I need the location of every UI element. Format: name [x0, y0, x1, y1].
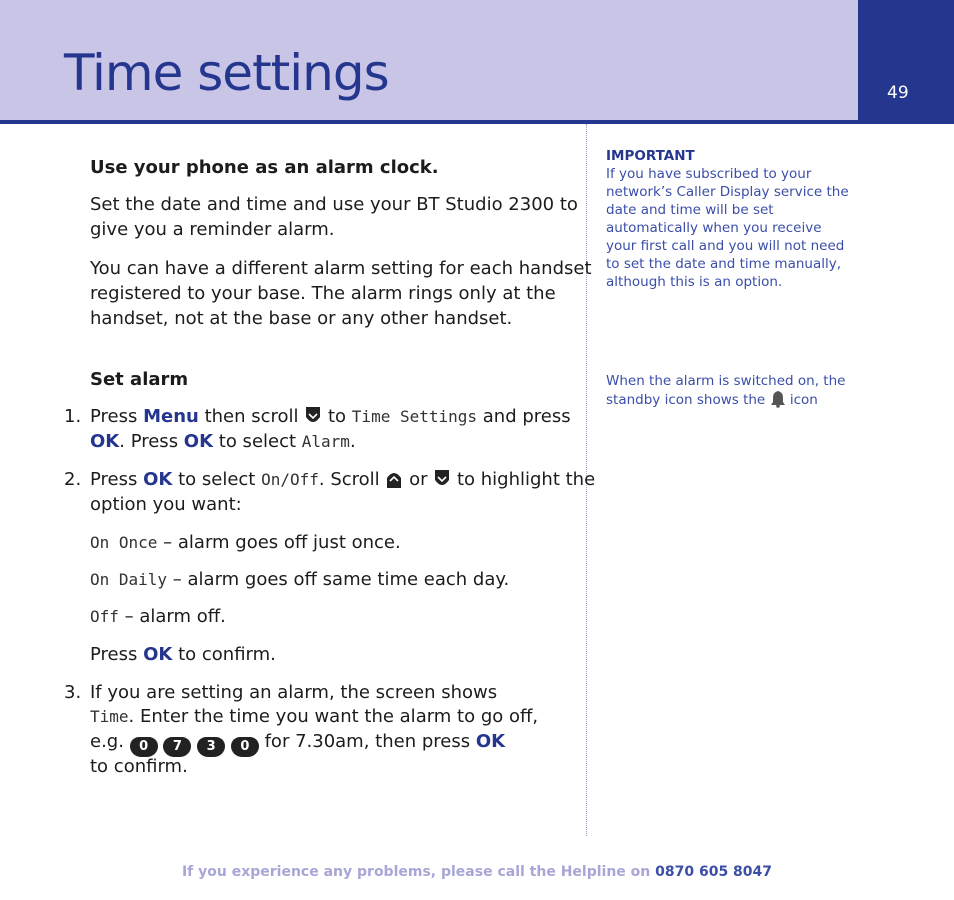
step-2-to-confirm: to confirm. — [172, 644, 276, 665]
lcd-on-off: On/Off — [261, 470, 319, 489]
step-1-press-ok: . Press — [119, 431, 184, 452]
step-2-press-2: Press — [90, 644, 144, 665]
header-rule — [0, 120, 954, 124]
number-key-icon: 3 — [197, 737, 225, 757]
step-1-period: . — [349, 431, 356, 452]
step-2-scroll: . Scroll — [318, 469, 386, 490]
option-on-daily — [90, 567, 509, 592]
option-off — [90, 604, 226, 629]
scroll-up-icon — [385, 468, 403, 490]
alarm-icon-note — [606, 372, 845, 409]
lcd-time-settings: Time Settings — [351, 407, 478, 426]
scroll-down-icon — [433, 468, 451, 490]
important-line: If you have subscribed to your — [606, 166, 812, 182]
ok-key-label: OK — [90, 431, 120, 452]
intro-paragraph-2-line-3: handset, not at the base or any other handset. — [90, 308, 513, 329]
ok-key-label: OK — [143, 644, 173, 665]
step-2-to-select: to select — [172, 469, 262, 490]
ok-key-label: OK — [143, 469, 173, 490]
step-1-line-1 — [90, 404, 571, 429]
step-2-number: 2. — [64, 469, 82, 490]
step-3-line-4: to confirm. — [90, 756, 188, 777]
step-2-to-highlight: to highlight the — [451, 469, 596, 490]
intro-heading: Use your phone as an alarm clock. — [90, 157, 439, 178]
option-off-text: – alarm off. — [118, 606, 226, 627]
number-key-icon: 0 — [231, 737, 259, 757]
footer-text: If you experience any problems, please call the Helpline on — [181, 864, 656, 880]
intro-paragraph-1-line-1: Set the date and time and use your BT Studio 2300 to — [90, 194, 578, 215]
number-key-icon: 0 — [130, 737, 158, 757]
ok-key-label: OK — [475, 731, 506, 752]
step-2-confirm — [90, 642, 276, 667]
alarm-note-text-b: icon — [785, 392, 818, 408]
scroll-down-icon — [304, 405, 322, 427]
lcd-time: Time — [90, 707, 129, 726]
option-on-once-text: – alarm goes off just once. — [157, 532, 401, 553]
lcd-on-once: On Once — [90, 533, 158, 552]
page-title: Time settings — [64, 44, 389, 102]
lcd-alarm: Alarm — [301, 432, 350, 451]
important-line: date and time will be set — [606, 202, 774, 218]
step-1-and-press: and press — [477, 406, 571, 427]
footer-helpline — [0, 864, 954, 880]
alarm-note-text-a: standby icon shows the — [606, 392, 770, 408]
step-1-number: 1. — [64, 406, 82, 427]
intro-paragraph-2-line-2: registered to your base. The alarm rings only at the — [90, 283, 556, 304]
ok-key-label: OK — [183, 431, 214, 452]
lcd-off: Off — [90, 607, 119, 626]
step-1-press: Press — [90, 406, 144, 427]
option-on-daily-text: – alarm goes off same time each day. — [167, 569, 510, 590]
helpline-number: 0870 605 8047 — [655, 864, 773, 880]
important-line: to set the date and time manually, — [606, 256, 842, 272]
step-2-or: or — [403, 469, 434, 490]
step-3-line-2 — [90, 704, 538, 729]
step-1-then-scroll: then scroll — [198, 406, 305, 427]
alarm-note-line-2 — [606, 390, 845, 409]
intro-paragraph-2-line-1: You can have a different alarm setting for each handset — [90, 258, 592, 279]
step-1-line-2 — [90, 429, 356, 454]
step-3-line-1: If you are setting an alarm, the screen shows — [90, 682, 498, 703]
important-note — [606, 147, 849, 291]
number-key-icon: 7 — [163, 737, 191, 757]
step-2-press: Press — [90, 469, 144, 490]
important-line: automatically when you receive — [606, 220, 822, 236]
page-number: 49 — [887, 83, 909, 103]
step-3-for-time: for 7.30am, then press — [258, 731, 476, 752]
step-2-line-2: option you want: — [90, 494, 242, 515]
step-3-enter-time: . Enter the time you want the alarm to go off, — [128, 706, 539, 727]
step-2-line-1 — [90, 467, 595, 492]
important-heading: IMPORTANT — [606, 148, 695, 164]
option-on-once — [90, 530, 401, 555]
step-3-line-3 — [90, 729, 505, 757]
set-alarm-heading: Set alarm — [90, 369, 189, 390]
important-line: your first call and you will not need — [606, 238, 845, 254]
step-1-to: to — [322, 406, 352, 427]
bell-icon — [770, 390, 786, 408]
lcd-on-daily: On Daily — [90, 570, 168, 589]
alarm-note-line-1: When the alarm is switched on, the — [606, 373, 846, 389]
intro-paragraph-1-line-2: give you a reminder alarm. — [90, 219, 335, 240]
important-line: network’s Caller Display service the — [606, 184, 849, 200]
important-line: although this is an option. — [606, 274, 783, 290]
step-1-to-select: to select — [213, 431, 302, 452]
step-3-number: 3. — [64, 682, 82, 703]
menu-key-label: Menu — [143, 406, 199, 427]
step-3-eg: e.g. — [90, 731, 130, 752]
